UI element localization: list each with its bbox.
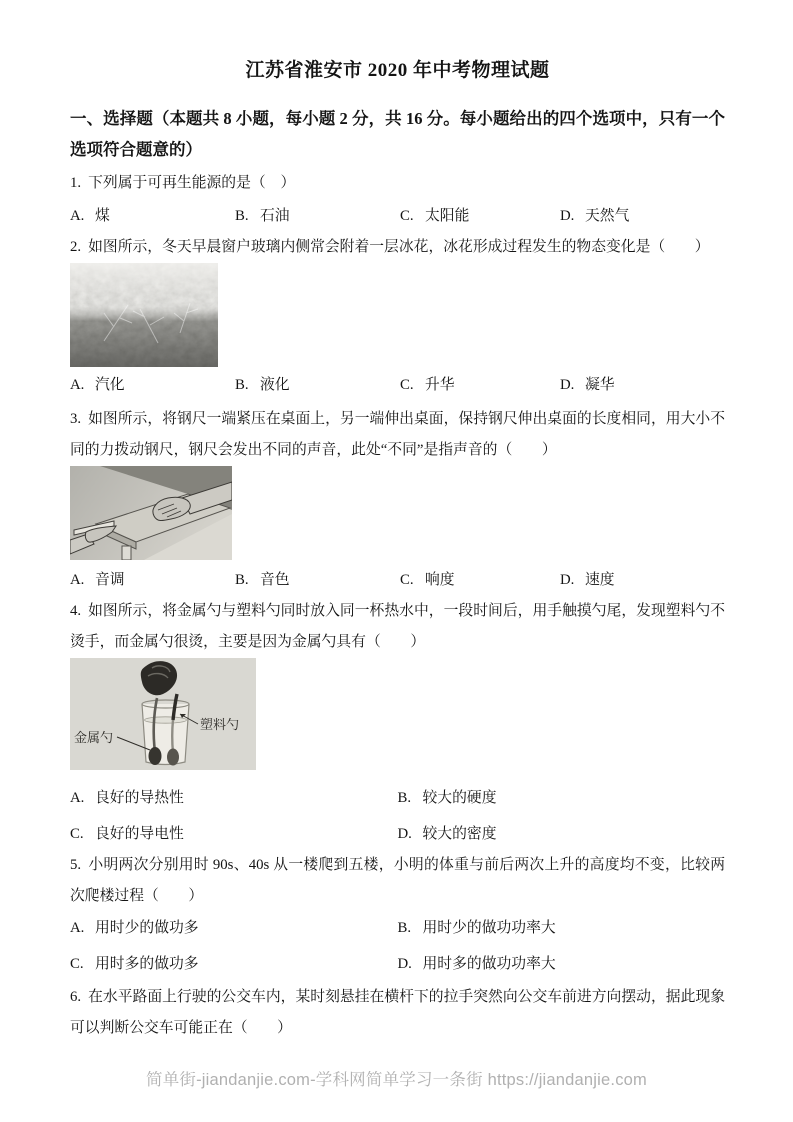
question-3	[70, 404, 725, 596]
option-label: D.	[560, 572, 575, 588]
option-label: A.	[70, 377, 85, 393]
footer-credit: 简单街-jiandanjie.com-学科网简单学习一条街 https://jiandanjie.com	[146, 1071, 647, 1089]
option-text: 石油	[260, 208, 290, 224]
question-number: 4.	[70, 603, 82, 619]
option-a	[70, 200, 235, 232]
option-d	[398, 948, 726, 980]
option-label: D.	[397, 826, 412, 842]
option-c	[70, 818, 398, 850]
option-c	[400, 564, 560, 596]
option-text: 升华	[425, 377, 455, 393]
question-4-options-row-2	[70, 818, 725, 850]
option-label: D.	[560, 377, 575, 393]
option-text: 音色	[260, 572, 290, 588]
option-text: 良好的导电性	[95, 826, 184, 842]
question-number: 6.	[70, 989, 82, 1005]
question-2	[70, 232, 725, 401]
option-text: 煤	[95, 208, 110, 224]
question-4-options-row-1	[70, 782, 725, 814]
section-heading: 一、选择题（本题共 8 小题，每小题 2 分，共 16 分。每小题给出的四个选项中，只有一个选项符合题意的）	[70, 109, 725, 159]
question-3-options	[70, 564, 725, 596]
question-1-text	[70, 168, 725, 199]
question-number: 2.	[70, 239, 82, 255]
option-label: C.	[400, 208, 414, 224]
option-label: C.	[70, 956, 84, 972]
option-label: B.	[397, 790, 412, 806]
question-5-text	[70, 850, 725, 912]
option-d	[560, 200, 725, 232]
option-a	[70, 564, 235, 596]
metal-spoon-label: 金属勺	[74, 730, 114, 745]
option-a	[70, 369, 235, 401]
question-2-text	[70, 232, 725, 263]
option-text: 用时多的做功功率大	[422, 956, 556, 972]
option-label: A.	[70, 208, 85, 224]
option-label: A.	[70, 920, 85, 936]
option-c	[400, 369, 560, 401]
option-a	[70, 782, 398, 814]
question-4	[70, 596, 725, 850]
option-label: C.	[70, 826, 84, 842]
option-label: C.	[400, 572, 414, 588]
option-text: 用时多的做功多	[95, 956, 199, 972]
option-text: 速度	[585, 572, 615, 588]
option-text: 液化	[260, 377, 290, 393]
question-1-options	[70, 200, 725, 232]
option-text: 音调	[95, 572, 125, 588]
option-text: 较大的硬度	[422, 790, 497, 806]
option-a	[70, 912, 398, 944]
question-6-text	[70, 982, 725, 1044]
option-text: 响度	[425, 572, 455, 588]
question-number: 5.	[70, 857, 82, 873]
option-label: B.	[235, 377, 249, 393]
option-label: D.	[397, 956, 412, 972]
question-body: 如图所示，将金属勺与塑料勺同时放入同一杯热水中，一段时间后，用手触摸勺尾，发现塑料勺不烫手，而金属勺很烫，主要是因为金属勺具有（ ）	[70, 603, 725, 650]
question-number: 3.	[70, 411, 82, 427]
question-5-options-row-1	[70, 912, 725, 944]
option-label: B.	[235, 208, 249, 224]
option-d	[398, 818, 726, 850]
spoons-in-cup-figure	[70, 658, 725, 770]
ruler-on-table-figure	[70, 466, 725, 560]
option-c	[400, 200, 560, 232]
option-text: 用时少的做功功率大	[422, 920, 556, 936]
question-number: 1.	[70, 175, 82, 191]
question-body: 如图所示，冬天早晨窗户玻璃内侧常会附着一层冰花，冰花形成过程发生的物态变化是（ ）	[88, 239, 710, 255]
frost-on-window-photo	[70, 263, 725, 367]
option-text: 凝华	[585, 377, 615, 393]
option-d	[560, 564, 725, 596]
question-body: 下列属于可再生能源的是（ ）	[88, 175, 296, 191]
option-label: D.	[560, 208, 575, 224]
option-text: 用时少的做功多	[95, 920, 199, 936]
option-text: 太阳能	[425, 208, 470, 224]
question-6	[70, 982, 725, 1044]
question-5-options-row-2	[70, 948, 725, 980]
question-2-options	[70, 369, 725, 401]
option-label: B.	[235, 572, 249, 588]
question-body: 在水平路面上行驶的公交车内，某时刻悬挂在横杆下的拉手突然向公交车前进方向摆动，据此现象可以判断公交车可能正在（ ）	[70, 989, 725, 1036]
option-text: 较大的密度	[422, 826, 497, 842]
option-d	[560, 369, 725, 401]
option-label: B.	[397, 920, 412, 936]
option-c	[70, 948, 398, 980]
option-text: 汽化	[95, 377, 125, 393]
option-b	[235, 564, 400, 596]
option-label: C.	[400, 377, 414, 393]
option-b	[235, 200, 400, 232]
question-3-text	[70, 404, 725, 466]
option-label: A.	[70, 572, 85, 588]
option-b	[235, 369, 400, 401]
option-text: 天然气	[585, 208, 630, 224]
option-b	[398, 782, 726, 814]
page-title: 江苏省淮安市 2020 年中考物理试题	[245, 60, 550, 81]
question-1	[70, 168, 725, 232]
option-b	[398, 912, 726, 944]
question-4-text	[70, 596, 725, 658]
question-body: 小明两次分别用时 90s、40s 从一楼爬到五楼，小明的体重与前后两次上升的高度均不变，比较两次爬楼过程（ ）	[70, 857, 725, 904]
question-5	[70, 850, 725, 980]
option-text: 良好的导热性	[95, 790, 184, 806]
plastic-spoon-label: 塑料勺	[200, 717, 240, 732]
option-label: A.	[70, 790, 85, 806]
question-body: 如图所示，将钢尺一端紧压在桌面上，另一端伸出桌面，保持钢尺伸出桌面的长度相同，用大小不同的力拨动钢尺，钢尺会发出不同的声音，此处“不同”是指声音的（ ）	[70, 411, 725, 458]
